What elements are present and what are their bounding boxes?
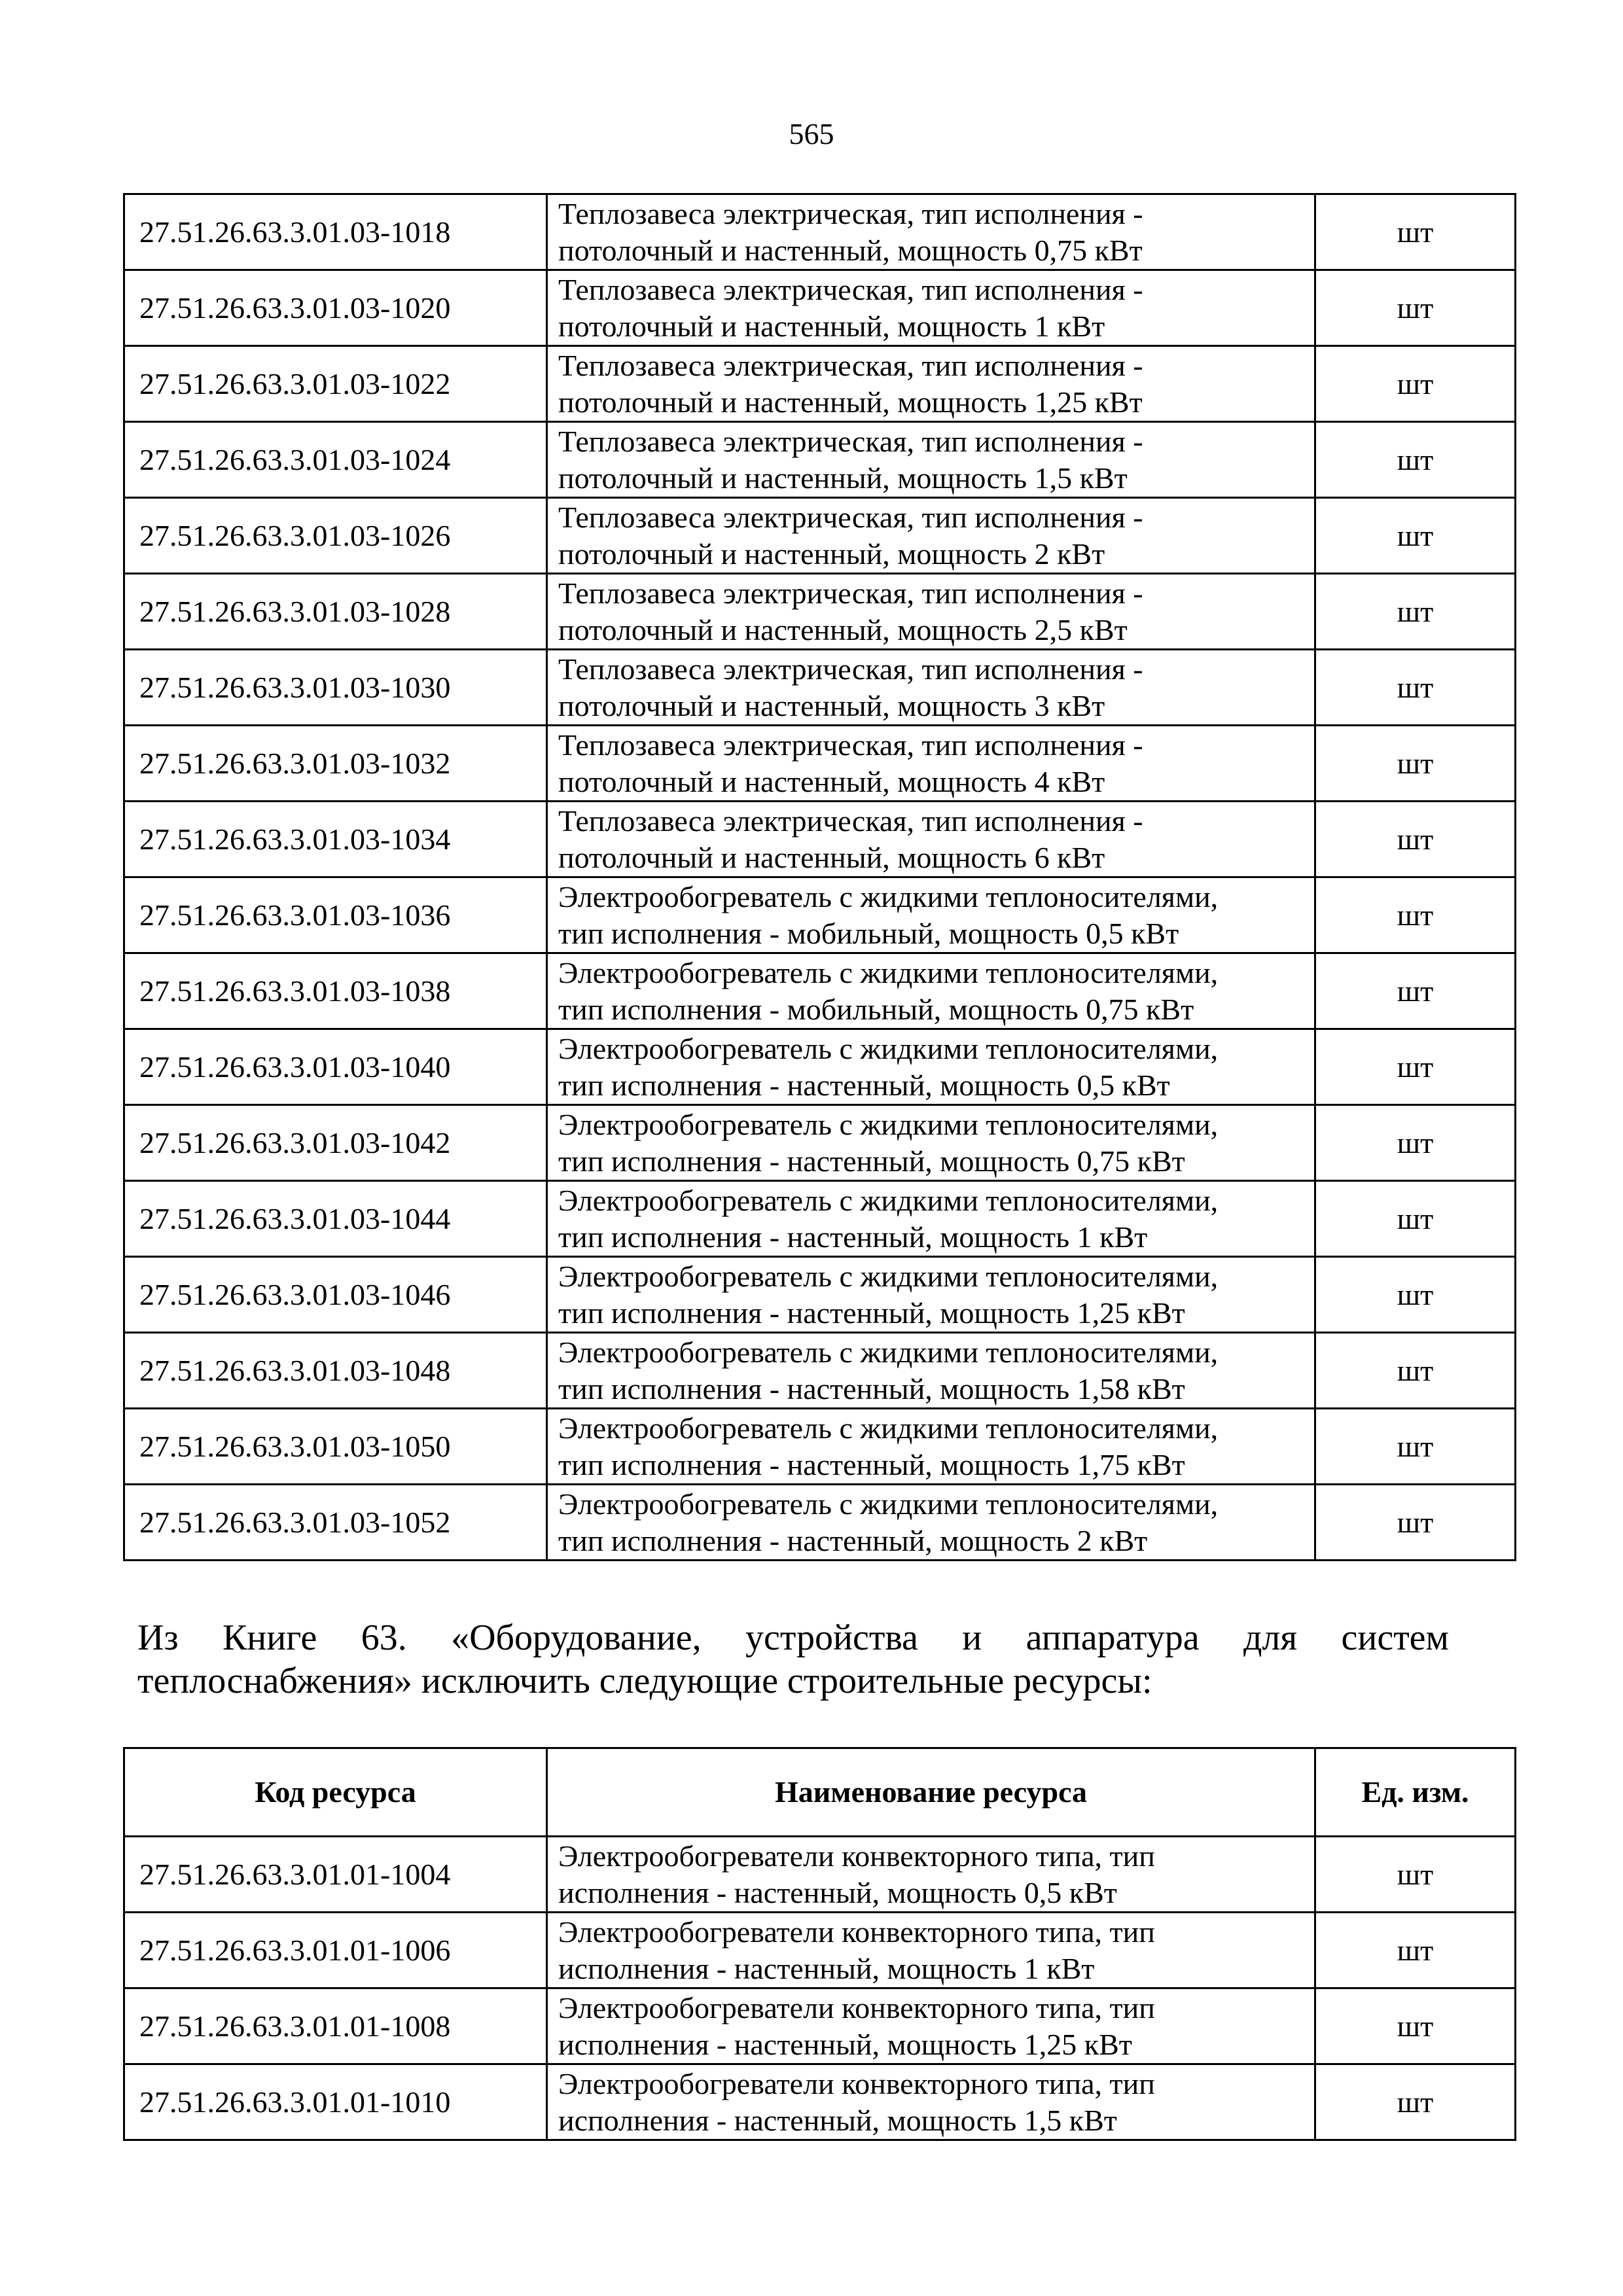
page-number: 565 bbox=[789, 117, 834, 150]
paragraph-word: 63. bbox=[361, 1617, 407, 1658]
resource-name bbox=[547, 498, 1315, 574]
resource-name bbox=[547, 802, 1315, 877]
resource-name-line: тип исполнения - мобильный, мощность 0,5 кВт bbox=[558, 916, 1179, 950]
paragraph-word: Книге bbox=[222, 1617, 317, 1658]
resource-name-line: Теплозавеса электрическая, тип исполнения - bbox=[558, 804, 1143, 838]
resource-name-line: тип исполнения - настенный, мощность 1,58 кВт bbox=[558, 1371, 1185, 1405]
resource-name-line: Теплозавеса электрическая, тип исполнения - bbox=[558, 196, 1143, 230]
resource-unit: шт bbox=[1315, 1029, 1516, 1105]
resource-unit: шт bbox=[1315, 877, 1516, 953]
resource-name-line: Электрообогреватель с жидкими теплоносителями, bbox=[558, 1259, 1219, 1293]
resource-code: 27.51.26.63.3.01.03-1020 bbox=[124, 270, 547, 346]
resource-name-line: Электрообогреватель с жидкими теплоносителями, bbox=[558, 1411, 1219, 1445]
resource-unit: шт bbox=[1315, 650, 1516, 726]
resource-name-line: Электрообогреватели конвекторного типа, тип bbox=[558, 1915, 1155, 1949]
table-row bbox=[124, 1029, 1516, 1105]
resource-name-line: Теплозавеса электрическая, тип исполнения - bbox=[558, 728, 1143, 762]
resource-name bbox=[547, 1181, 1315, 1257]
paragraph-word: систем bbox=[1341, 1617, 1449, 1658]
resource-unit: шт bbox=[1315, 346, 1516, 422]
resource-name-line: Электрообогреватель с жидкими теплоносителями, bbox=[558, 1107, 1219, 1141]
resource-table-body bbox=[124, 194, 1516, 1561]
table-row bbox=[124, 346, 1516, 422]
excluded-table-body bbox=[124, 1837, 1516, 2140]
resource-unit: шт bbox=[1315, 1257, 1516, 1333]
resource-name-line: Электрообогреватель с жидкими теплоносителями, bbox=[558, 1031, 1219, 1065]
table-row bbox=[124, 726, 1516, 802]
resource-unit: шт bbox=[1315, 1837, 1516, 1913]
table-row bbox=[124, 2064, 1516, 2140]
paragraph-word: и bbox=[962, 1617, 982, 1658]
resource-unit: шт bbox=[1315, 2064, 1516, 2140]
resource-name-line: Электрообогреватели конвекторного типа, тип bbox=[558, 1990, 1155, 2024]
paragraph-word: аппаратура bbox=[1026, 1617, 1200, 1658]
resource-code: 27.51.26.63.3.01.03-1052 bbox=[124, 1485, 547, 1561]
resource-unit: шт bbox=[1315, 1105, 1516, 1181]
resource-name-line: исполнения - настенный, мощность 1 кВт bbox=[558, 1951, 1095, 1985]
resource-name-line: тип исполнения - настенный, мощность 2 кВт bbox=[558, 1523, 1148, 1557]
resource-unit: шт bbox=[1315, 953, 1516, 1029]
resource-name-line: исполнения - настенный, мощность 0,5 кВт bbox=[558, 1875, 1117, 1909]
exclusion-paragraph bbox=[137, 1616, 1449, 1703]
table-row bbox=[124, 1257, 1516, 1333]
resource-unit: шт bbox=[1315, 422, 1516, 498]
table-row bbox=[124, 1409, 1516, 1485]
resource-name bbox=[547, 1988, 1315, 2064]
resource-code: 27.51.26.63.3.01.01-1008 bbox=[124, 1988, 547, 2064]
resource-name-line: исполнения - настенный, мощность 1,5 кВт bbox=[558, 2103, 1117, 2137]
resource-code: 27.51.26.63.3.01.03-1034 bbox=[124, 802, 547, 877]
resource-unit: шт bbox=[1315, 1485, 1516, 1561]
resource-name-line: тип исполнения - мобильный, мощность 0,75 кВт bbox=[558, 992, 1194, 1026]
resource-name-line: потолочный и настенный, мощность 6 кВт bbox=[558, 840, 1105, 874]
resource-name-line: исполнения - настенный, мощность 1,25 кВт bbox=[558, 2027, 1132, 2061]
resource-name bbox=[547, 1409, 1315, 1485]
resource-name bbox=[547, 1485, 1315, 1561]
resource-name-line: потолочный и настенный, мощность 1,25 кВт bbox=[558, 385, 1143, 419]
resource-code: 27.51.26.63.3.01.03-1038 bbox=[124, 953, 547, 1029]
resource-code: 27.51.26.63.3.01.01-1010 bbox=[124, 2064, 547, 2140]
resource-code: 27.51.26.63.3.01.03-1046 bbox=[124, 1257, 547, 1333]
resource-table-continued bbox=[123, 193, 1516, 1561]
resource-unit: шт bbox=[1315, 1988, 1516, 2064]
paragraph-word: устройства bbox=[745, 1617, 918, 1658]
table-row bbox=[124, 574, 1516, 650]
resource-name-line: Электрообогреватель с жидкими теплоносителями, bbox=[558, 1335, 1219, 1369]
resource-name bbox=[547, 1105, 1315, 1181]
resource-name bbox=[547, 422, 1315, 498]
resource-name bbox=[547, 953, 1315, 1029]
resource-unit: шт bbox=[1315, 574, 1516, 650]
resource-name-line: Электрообогреватели конвекторного типа, тип bbox=[558, 2066, 1155, 2100]
resource-code: 27.51.26.63.3.01.01-1006 bbox=[124, 1913, 547, 1988]
resource-name-line: тип исполнения - настенный, мощность 1,25 кВт bbox=[558, 1296, 1185, 1330]
resource-code: 27.51.26.63.3.01.03-1050 bbox=[124, 1409, 547, 1485]
resource-name-line: Теплозавеса электрическая, тип исполнения - bbox=[558, 500, 1143, 534]
paragraph-word: Из bbox=[137, 1617, 179, 1658]
header-resource-name: Наименование ресурса bbox=[547, 1748, 1315, 1837]
resource-name bbox=[547, 650, 1315, 726]
table-row bbox=[124, 498, 1516, 574]
resource-name bbox=[547, 346, 1315, 422]
resource-name-line: тип исполнения - настенный, мощность 0,5 кВт bbox=[558, 1068, 1170, 1102]
resource-name-line: Теплозавеса электрическая, тип исполнения - bbox=[558, 272, 1143, 306]
resource-name-line: Электрообогреватель с жидкими теплоносителями, bbox=[558, 955, 1219, 989]
resource-name-line: Электрообогреватели конвекторного типа, тип bbox=[558, 1839, 1155, 1873]
resource-code: 27.51.26.63.3.01.01-1004 bbox=[124, 1837, 547, 1913]
resource-code: 27.51.26.63.3.01.03-1040 bbox=[124, 1029, 547, 1105]
resource-code: 27.51.26.63.3.01.03-1026 bbox=[124, 498, 547, 574]
resource-name bbox=[547, 1257, 1315, 1333]
table-row bbox=[124, 1333, 1516, 1409]
resource-unit: шт bbox=[1315, 498, 1516, 574]
table-row bbox=[124, 1913, 1516, 1988]
table-row bbox=[124, 877, 1516, 953]
table-row bbox=[124, 1181, 1516, 1257]
table-row bbox=[124, 1988, 1516, 2064]
resource-name-line: Электрообогреватель с жидкими теплоносителями, bbox=[558, 1183, 1219, 1217]
resource-name-line: Электрообогреватель с жидкими теплоносителями, bbox=[558, 879, 1219, 913]
resource-name-line: Теплозавеса электрическая, тип исполнения - bbox=[558, 348, 1143, 382]
resource-unit: шт bbox=[1315, 802, 1516, 877]
resource-name bbox=[547, 877, 1315, 953]
resource-name-line: тип исполнения - настенный, мощность 1,75 кВт bbox=[558, 1447, 1185, 1481]
header-unit: Ед. изм. bbox=[1315, 1748, 1516, 1837]
resource-code: 27.51.26.63.3.01.03-1036 bbox=[124, 877, 547, 953]
table-header-row bbox=[124, 1748, 1516, 1837]
table-row bbox=[124, 194, 1516, 270]
paragraph-line-2: теплоснабжения» исключить следующие строительные ресурсы: bbox=[137, 1661, 1152, 1701]
resource-name-line: потолочный и настенный, мощность 2 кВт bbox=[558, 537, 1105, 571]
resource-code: 27.51.26.63.3.01.03-1028 bbox=[124, 574, 547, 650]
resource-name-line: Теплозавеса электрическая, тип исполнения - bbox=[558, 576, 1143, 610]
resource-name bbox=[547, 726, 1315, 802]
resource-name-line: Теплозавеса электрическая, тип исполнения - bbox=[558, 424, 1143, 458]
resource-code: 27.51.26.63.3.01.03-1048 bbox=[124, 1333, 547, 1409]
resource-code: 27.51.26.63.3.01.03-1032 bbox=[124, 726, 547, 802]
resource-name-line: потолочный и настенный, мощность 3 кВт bbox=[558, 688, 1105, 722]
resource-name bbox=[547, 1333, 1315, 1409]
header-resource-code: Код ресурса bbox=[124, 1748, 547, 1837]
paragraph-word: для bbox=[1243, 1617, 1298, 1658]
resource-name-line: потолочный и настенный, мощность 1 кВт bbox=[558, 309, 1105, 343]
paragraph-word: «Оборудование, bbox=[451, 1617, 702, 1658]
paragraph-line-1 bbox=[137, 1616, 1449, 1659]
resource-name-line: тип исполнения - настенный, мощность 1 кВт bbox=[558, 1220, 1148, 1254]
resource-name bbox=[547, 574, 1315, 650]
resource-name-line: Электрообогреватель с жидкими теплоносителями, bbox=[558, 1487, 1219, 1521]
resource-name bbox=[547, 1913, 1315, 1988]
resource-code: 27.51.26.63.3.01.03-1044 bbox=[124, 1181, 547, 1257]
table-row bbox=[124, 1105, 1516, 1181]
table-row bbox=[124, 650, 1516, 726]
resource-name-line: потолочный и настенный, мощность 4 кВт bbox=[558, 764, 1105, 798]
table-row bbox=[124, 270, 1516, 346]
table-row bbox=[124, 1485, 1516, 1561]
resource-name bbox=[547, 2064, 1315, 2140]
resource-unit: шт bbox=[1315, 270, 1516, 346]
resource-name-line: Теплозавеса электрическая, тип исполнения - bbox=[558, 652, 1143, 686]
resource-name-line: потолочный и настенный, мощность 2,5 кВт bbox=[558, 612, 1128, 646]
resource-name-line: потолочный и настенный, мощность 0,75 кВт bbox=[558, 233, 1143, 267]
resource-code: 27.51.26.63.3.01.03-1022 bbox=[124, 346, 547, 422]
resource-name bbox=[547, 194, 1315, 270]
table-row bbox=[124, 422, 1516, 498]
resource-unit: шт bbox=[1315, 1181, 1516, 1257]
table-row bbox=[124, 802, 1516, 877]
resource-name bbox=[547, 270, 1315, 346]
resource-name bbox=[547, 1029, 1315, 1105]
resource-unit: шт bbox=[1315, 1409, 1516, 1485]
resource-code: 27.51.26.63.3.01.03-1042 bbox=[124, 1105, 547, 1181]
resource-code: 27.51.26.63.3.01.03-1024 bbox=[124, 422, 547, 498]
resource-unit: шт bbox=[1315, 1333, 1516, 1409]
resource-unit: шт bbox=[1315, 1913, 1516, 1988]
table-row bbox=[124, 953, 1516, 1029]
resource-name-line: тип исполнения - настенный, мощность 0,75 кВт bbox=[558, 1144, 1185, 1178]
resource-unit: шт bbox=[1315, 194, 1516, 270]
resource-name-line: потолочный и настенный, мощность 1,5 кВт bbox=[558, 461, 1128, 495]
resource-code: 27.51.26.63.3.01.03-1030 bbox=[124, 650, 547, 726]
resource-name bbox=[547, 1837, 1315, 1913]
resource-unit: шт bbox=[1315, 726, 1516, 802]
table-row bbox=[124, 1837, 1516, 1913]
excluded-resources-table bbox=[123, 1747, 1516, 2141]
resource-code: 27.51.26.63.3.01.03-1018 bbox=[124, 194, 547, 270]
